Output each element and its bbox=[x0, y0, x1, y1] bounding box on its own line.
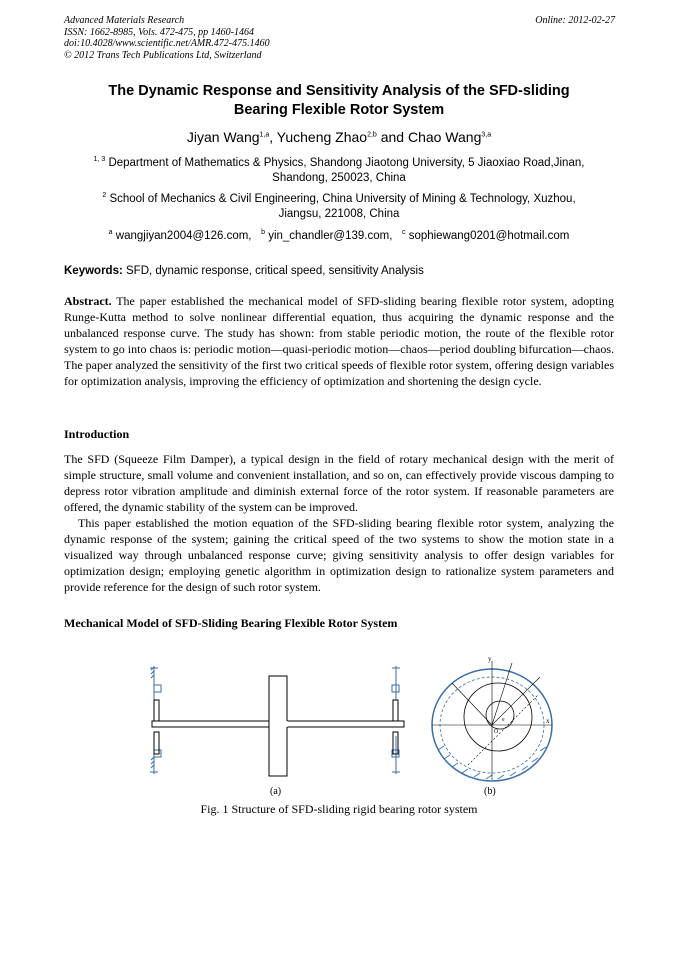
figure-label-a: (a) bbox=[270, 786, 282, 797]
email-list bbox=[60, 229, 618, 244]
paper-title bbox=[40, 82, 638, 120]
figure-caption: Fig. 1 Structure of SFD-sliding rigid bearing rotor system bbox=[200, 802, 478, 816]
abstract-text: The paper established the mechanical model of SFD-sliding bearing flexible rotor system, adopting Runge-Kutta method to solve nonlinear differential equation, thus acquiring the dynamic response and the unbalanced response curve. The study has shown: from stable periodic motion, the route of the flexible rotor system to go into chaos is: periodic motion—quasi-periodic motion—chaos—period doubling bifurcation—chaos. The paper analyzed the sensitivity of the first two critical speeds of flexible rotor system, offering design variables for optimization analysis, improving the efficiency of optimization and shortening the design cycle. bbox=[64, 294, 614, 388]
author-separator: and bbox=[376, 129, 408, 145]
author-separator: , bbox=[269, 129, 277, 145]
keywords-text: SFD, dynamic response, critical speed, sensitivity Analysis bbox=[126, 265, 424, 277]
author-sup: 1,a bbox=[259, 131, 270, 139]
email-sup: b bbox=[261, 229, 265, 237]
affiliation-line: Department of Mathematics & Physics, Shandong Jiaotong University, 5 Jiaoxiao Road,Jinan, bbox=[108, 157, 585, 169]
email[interactable]: wangjiyan2004@126.com, bbox=[115, 230, 252, 242]
title-line-2: Bearing Flexible Rotor System bbox=[233, 102, 445, 118]
right-bearing-pad bbox=[393, 700, 398, 722]
affiliation-line: Jiangsu, 221008, China bbox=[278, 208, 400, 220]
author-name: Chao Wang bbox=[407, 129, 482, 145]
doi: doi:10.4028/www.scientific.net/AMR.472-475.1460 bbox=[64, 38, 270, 49]
eccentricity-label: e bbox=[502, 717, 505, 723]
abstract-label: Abstract. bbox=[64, 294, 112, 308]
figure-rotor-schematic bbox=[148, 660, 413, 782]
title-line-1: The Dynamic Response and Sensitivity Analysis of the SFD-sliding bbox=[108, 83, 570, 99]
online-date: Online: 2012-02-27 bbox=[535, 15, 615, 26]
issn: ISSN: 1662-8985, Vols. 472-475, pp 1460-1464 bbox=[64, 26, 254, 38]
journal-circle bbox=[464, 683, 532, 751]
affiliation-1 bbox=[60, 156, 618, 186]
figure-label-b: (b) bbox=[484, 786, 496, 797]
rotor-disk bbox=[269, 676, 287, 776]
author-list bbox=[40, 129, 638, 145]
origin-label: O bbox=[494, 729, 499, 735]
affiliation-line: School of Mechanics & Civil Engineering, China University of Mining & Technology, Xuzhou, bbox=[109, 193, 576, 205]
email[interactable]: yin_chandler@139.com, bbox=[268, 230, 393, 242]
copyright: © 2012 Trans Tech Publications Ltd, Switzerland bbox=[64, 49, 262, 61]
email[interactable]: sophiewang0201@hotmail.com bbox=[408, 230, 570, 242]
email-sup: a bbox=[108, 229, 113, 237]
intro-paragraph-1: The SFD (Squeeze Film Damper), a typical design in the field of rotary mechanical design with the merit of simple structure, small volume and convenient installation, and so on, can effectively provide viscous damping to depress rotor vibration amplitude and diminish external force of the rotor system. If reasonable parameters are offered, the dynamic stability of the system can be improved. bbox=[64, 452, 614, 514]
figure-bearing-section bbox=[428, 655, 558, 787]
journal-name: Advanced Materials Research bbox=[64, 15, 185, 26]
journal-header bbox=[64, 15, 270, 61]
left-bearing-pad bbox=[154, 732, 159, 754]
abstract bbox=[64, 293, 614, 389]
keywords bbox=[64, 265, 424, 277]
section-heading-introduction: Introduction bbox=[64, 427, 130, 441]
affiliation-line: Shandong, 250023, China bbox=[272, 172, 406, 184]
intro-paragraph-2: This paper established the motion equation of the SFD-sliding bearing flexible rotor system, analyzing the dynamic response of the system; gaining the critical speed of the two systems to show the motion state in a visualized way through unbalanced response curve; giving sensitivity analysis to offer design variables for optimization design; employing genetic algorithm in optimization design to rationalize system parameters and provide reference for the design of such rotor system. bbox=[64, 516, 614, 594]
left-bearing-pad bbox=[154, 700, 159, 722]
axis-x-label: x bbox=[546, 717, 550, 725]
affiliation-sup: 1, 3 bbox=[93, 156, 106, 164]
author-name: Jiyan Wang bbox=[186, 129, 260, 145]
author-sup: 3,a bbox=[481, 131, 492, 139]
affiliation-sup: 2 bbox=[102, 192, 107, 200]
section-heading-mechanical-model: Mechanical Model of SFD-Sliding Bearing Flexible Rotor System bbox=[64, 616, 398, 630]
email-sup: c bbox=[401, 229, 406, 237]
author-sup: 2,b bbox=[367, 131, 377, 139]
author-name: Yucheng Zhao bbox=[276, 129, 368, 145]
keywords-label: Keywords: bbox=[64, 265, 123, 277]
axis-y-label: y bbox=[488, 655, 492, 663]
affiliation-2 bbox=[60, 192, 618, 222]
